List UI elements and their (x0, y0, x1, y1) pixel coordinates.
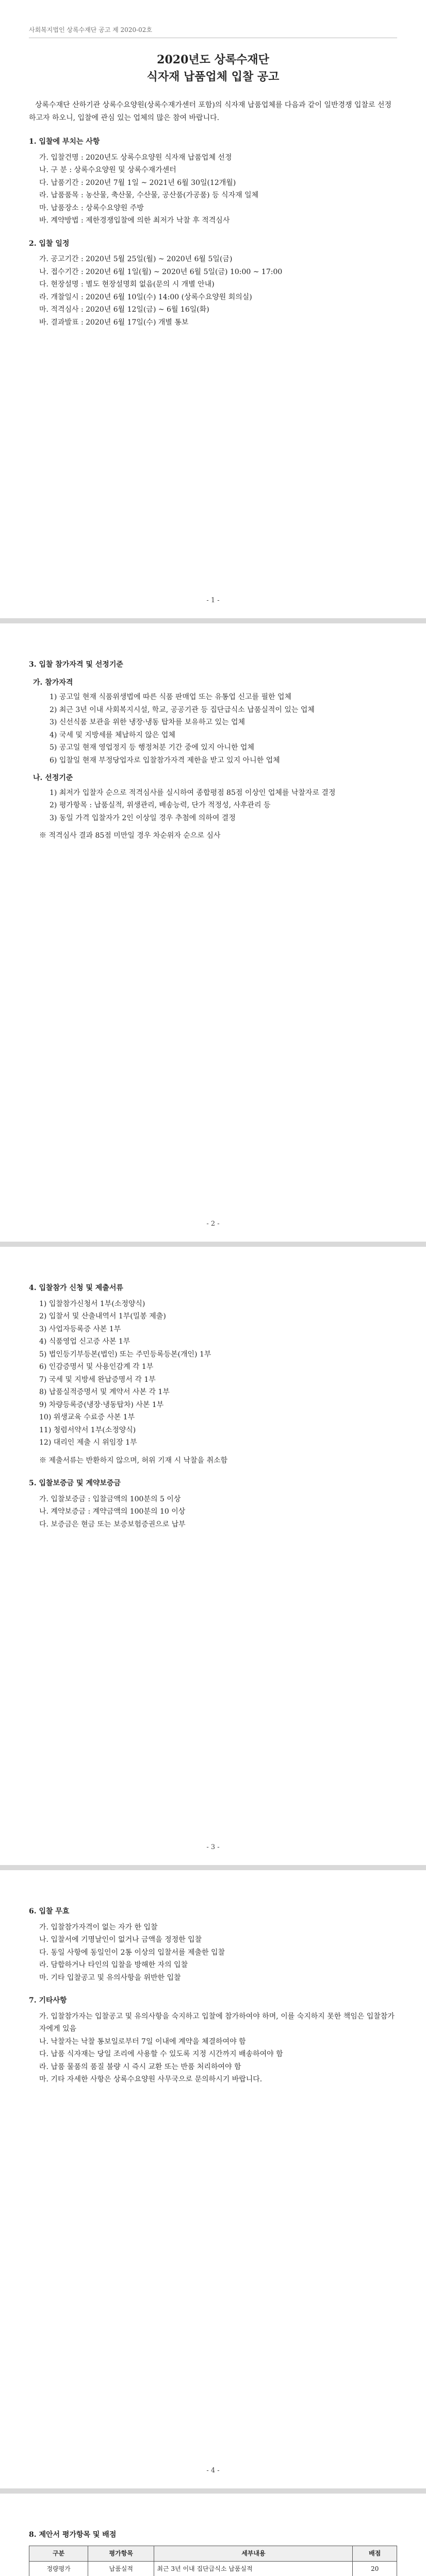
list-item: 가. 공고기간 : 2020년 5월 25일(월) ~ 2020년 6월 5일(금) (39, 255, 233, 263)
list-item: 5) 공고일 현재 영업정지 등 행정처분 기간 중에 있지 아니한 업체 (50, 743, 254, 752)
list-item: 12) 대리인 제출 시 위임장 1부 (39, 1438, 137, 1447)
list-item: 가. 입찰보증금 : 입찰금액의 100분의 5 이상 (39, 1495, 181, 1503)
list-item: 나. 구 분 : 상록수요양원 및 상록수재가센터 (39, 166, 176, 174)
section-title: 8. 제안서 평가항목 및 배점 (29, 2531, 117, 2539)
list-item: 나. 계약보증금 : 계약금액의 100분의 10 이상 (39, 1507, 186, 1516)
table-cell: 20 (353, 2561, 397, 2576)
list-item: 라. 납품품목 : 농산물, 축산물, 수산물, 공산품(가공품) 등 식자재 일체 (39, 191, 259, 199)
section-title: 2. 입찰 일정 (29, 239, 70, 248)
list-item: 10) 위생교육 수료증 사본 1부 (39, 1413, 135, 1421)
document-page-1 (0, 0, 426, 618)
subsection-title: 나. 선정기준 (33, 774, 73, 782)
list-item: 1) 최저가 입찰자 순으로 적격심사를 실시하여 종합평점 85점 이상인 업체를 낙찰자로 결정 (50, 788, 336, 797)
list-item: 다. 납품기간 : 2020년 7월 1일 ~ 2021년 6월 30일(12개월) (39, 178, 236, 187)
list-item: 바. 결과발표 : 2020년 6월 17일(수) 개별 통보 (39, 318, 189, 327)
note: ※ 적격심사 결과 85점 미만일 경우 차순위자 순으로 심사 (39, 832, 221, 840)
section-title: 6. 입찰 무효 (29, 1907, 70, 1916)
page-header: 사회복지법인 상록수재단 공고 제 2020-02호 (29, 25, 397, 38)
list-item: 4) 식품영업 신고증 사본 1부 (39, 1337, 130, 1346)
list-item: 2) 평가항목 : 납품실적, 위생관리, 배송능력, 단가 적정성, 사후관리 등 (50, 801, 271, 809)
list-item: 나. 접수기간 : 2020년 6월 1일(월) ~ 2020년 6월 5일(금) 10:00 ~ 17:00 (39, 267, 283, 276)
list-item: 5) 법인등기부등본(법인) 또는 주민등록등본(개인) 1부 (39, 1350, 211, 1359)
list-item: 3) 신선식품 보관을 위한 냉장·냉동 탑차를 보유하고 있는 업체 (50, 718, 245, 726)
table-header: 구분 (29, 2546, 88, 2561)
list-item: 라. 개찰일시 : 2020년 6월 10일(수) 14:00 (상록수요양원 회의실) (39, 293, 252, 301)
list-item: 마. 적격심사 : 2020년 6월 12일(금) ~ 6월 16일(화) (39, 306, 209, 314)
section-title: 4. 입찰참가 신청 및 제출서류 (29, 1284, 123, 1292)
list-item: 7) 국세 및 지방세 완납증명서 각 1부 (39, 1375, 156, 1384)
list-item: 마. 기타 자세한 사항은 상록수요양원 사무국으로 문의하시기 바랍니다. (39, 2075, 263, 2083)
title-line: 2020년도 상록수재단 (157, 53, 269, 66)
intro-paragraph: 상록수재단 산하기관 상록수요양원(상록수재가센터 포함)의 식자재 납품업체를 다음과 같이 일반경쟁 입찰로 선정하고자 하오니, 입찰에 관심 있는 업체의 많은 참여 바랍니다. (29, 101, 392, 122)
page-number: - 2 - (206, 1220, 220, 1228)
list-item: 가. 입찰참가자는 입찰공고 및 유의사항을 숙지하고 입찰에 참가하여야 하며, 이를 숙지하지 못한 책임은 입찰참가자에게 있음 (39, 2012, 395, 2033)
list-item: 1) 입찰참가신청서 1부(소정양식) (39, 1299, 145, 1308)
list-item: 마. 납품장소 : 상록수요양원 주방 (39, 204, 144, 212)
table-cell: 정량평가 (29, 2561, 88, 2576)
list-item: 11) 청렴서약서 1부(소정양식) (39, 1426, 136, 1434)
table-header-row (29, 2546, 397, 2561)
document-page-5 (0, 2494, 426, 2576)
list-item: 나. 입찰서에 기명날인이 없거나 금액을 정정한 입찰 (39, 1936, 202, 1944)
list-item: 가. 입찰참가자격이 없는 자가 한 입찰 (39, 1923, 158, 1931)
page-number: - 1 - (206, 597, 220, 605)
list-item: 2) 입찰서 및 산출내역서 1부(밀봉 제출) (39, 1312, 166, 1320)
list-item: 바. 계약방법 : 제한경쟁입찰에 의한 최저가 낙찰 후 적격심사 (39, 216, 230, 225)
table-header: 평가항목 (88, 2546, 154, 2561)
list-item: 라. 담합하거나 타인의 입찰을 방해한 자의 입찰 (39, 1961, 188, 1969)
table-cell: 최근 3년 이내 집단급식소 납품실적 (154, 2561, 353, 2576)
section-title: 7. 기타사항 (29, 1996, 67, 2005)
list-item: 다. 보증금은 현금 또는 보증보험증권으로 납부 (39, 1520, 186, 1529)
section-title: 1. 입찰에 부치는 사항 (29, 138, 100, 146)
table-cell: 납품실적 (88, 2561, 154, 2576)
list-item: 8) 납품실적증명서 및 계약서 사본 각 1부 (39, 1388, 170, 1396)
table-header: 세부내용 (154, 2546, 353, 2561)
document-title (29, 52, 397, 86)
list-item: 3) 동일 가격 입찰자가 2인 이상일 경우 추첨에 의하여 결정 (50, 814, 236, 822)
subsection-title: 가. 참가자격 (33, 678, 73, 687)
list-item: 6) 입찰일 현재 부정당업자로 입찰참가자격 제한을 받고 있지 아니한 업체 (50, 756, 280, 765)
list-item: 가. 입찰건명 : 2020년도 상록수요양원 식자재 납품업체 선정 (39, 153, 232, 162)
list-item: 1) 공고일 현재 식품위생법에 따른 식품 판매업 또는 유통업 신고를 필한 업체 (50, 693, 292, 701)
list-item: 4) 국세 및 지방세를 체납하지 않은 업체 (50, 731, 175, 739)
list-item: 다. 현장설명 : 별도 현장설명회 없음(문의 시 개별 안내) (39, 280, 215, 289)
list-item: 6) 인감증명서 및 사용인감계 각 1부 (39, 1363, 154, 1371)
section-title: 3. 입찰 참가자격 및 선정기준 (29, 660, 123, 669)
title-line: 식자재 납품업체 입찰 공고 (146, 70, 280, 83)
list-item: 2) 최근 3년 이내 사회복지시설, 학교, 공공기관 등 집단급식소 납품실적이 있는 업체 (50, 705, 315, 714)
list-item: 9) 차량등록증(냉장·냉동탑차) 사본 1부 (39, 1400, 164, 1409)
note: ※ 제출서류는 반환하지 않으며, 허위 기재 시 낙찰을 취소함 (39, 1456, 228, 1465)
table-row (29, 2561, 397, 2576)
document-page-3 (0, 1247, 426, 1865)
list-item: 3) 사업자등록증 사본 1부 (39, 1325, 121, 1333)
section-title: 5. 입찰보증금 및 계약보증금 (29, 1479, 121, 1487)
list-item: 라. 납품 물품의 품질 불량 시 즉시 교환 또는 반품 처리하여야 함 (39, 2062, 241, 2071)
table-header: 배점 (353, 2546, 397, 2561)
list-item: 나. 낙찰자는 낙찰 통보일로부터 7일 이내에 계약을 체결하여야 함 (39, 2037, 246, 2046)
list-item: 다. 납품 식자재는 당일 조리에 사용할 수 있도록 지정 시간까지 배송하여야 함 (39, 2050, 283, 2058)
list-item: 마. 기타 입찰공고 및 유의사항을 위반한 입찰 (39, 1973, 181, 1982)
page-number: - 4 - (206, 2467, 220, 2475)
evaluation-table (29, 2546, 397, 2576)
document-page-4 (0, 1870, 426, 2488)
page-number: - 3 - (206, 1843, 220, 1852)
document-page-2 (0, 623, 426, 1242)
list-item: 다. 동일 사항에 동일인이 2통 이상의 입찰서를 제출한 입찰 (39, 1948, 225, 1957)
